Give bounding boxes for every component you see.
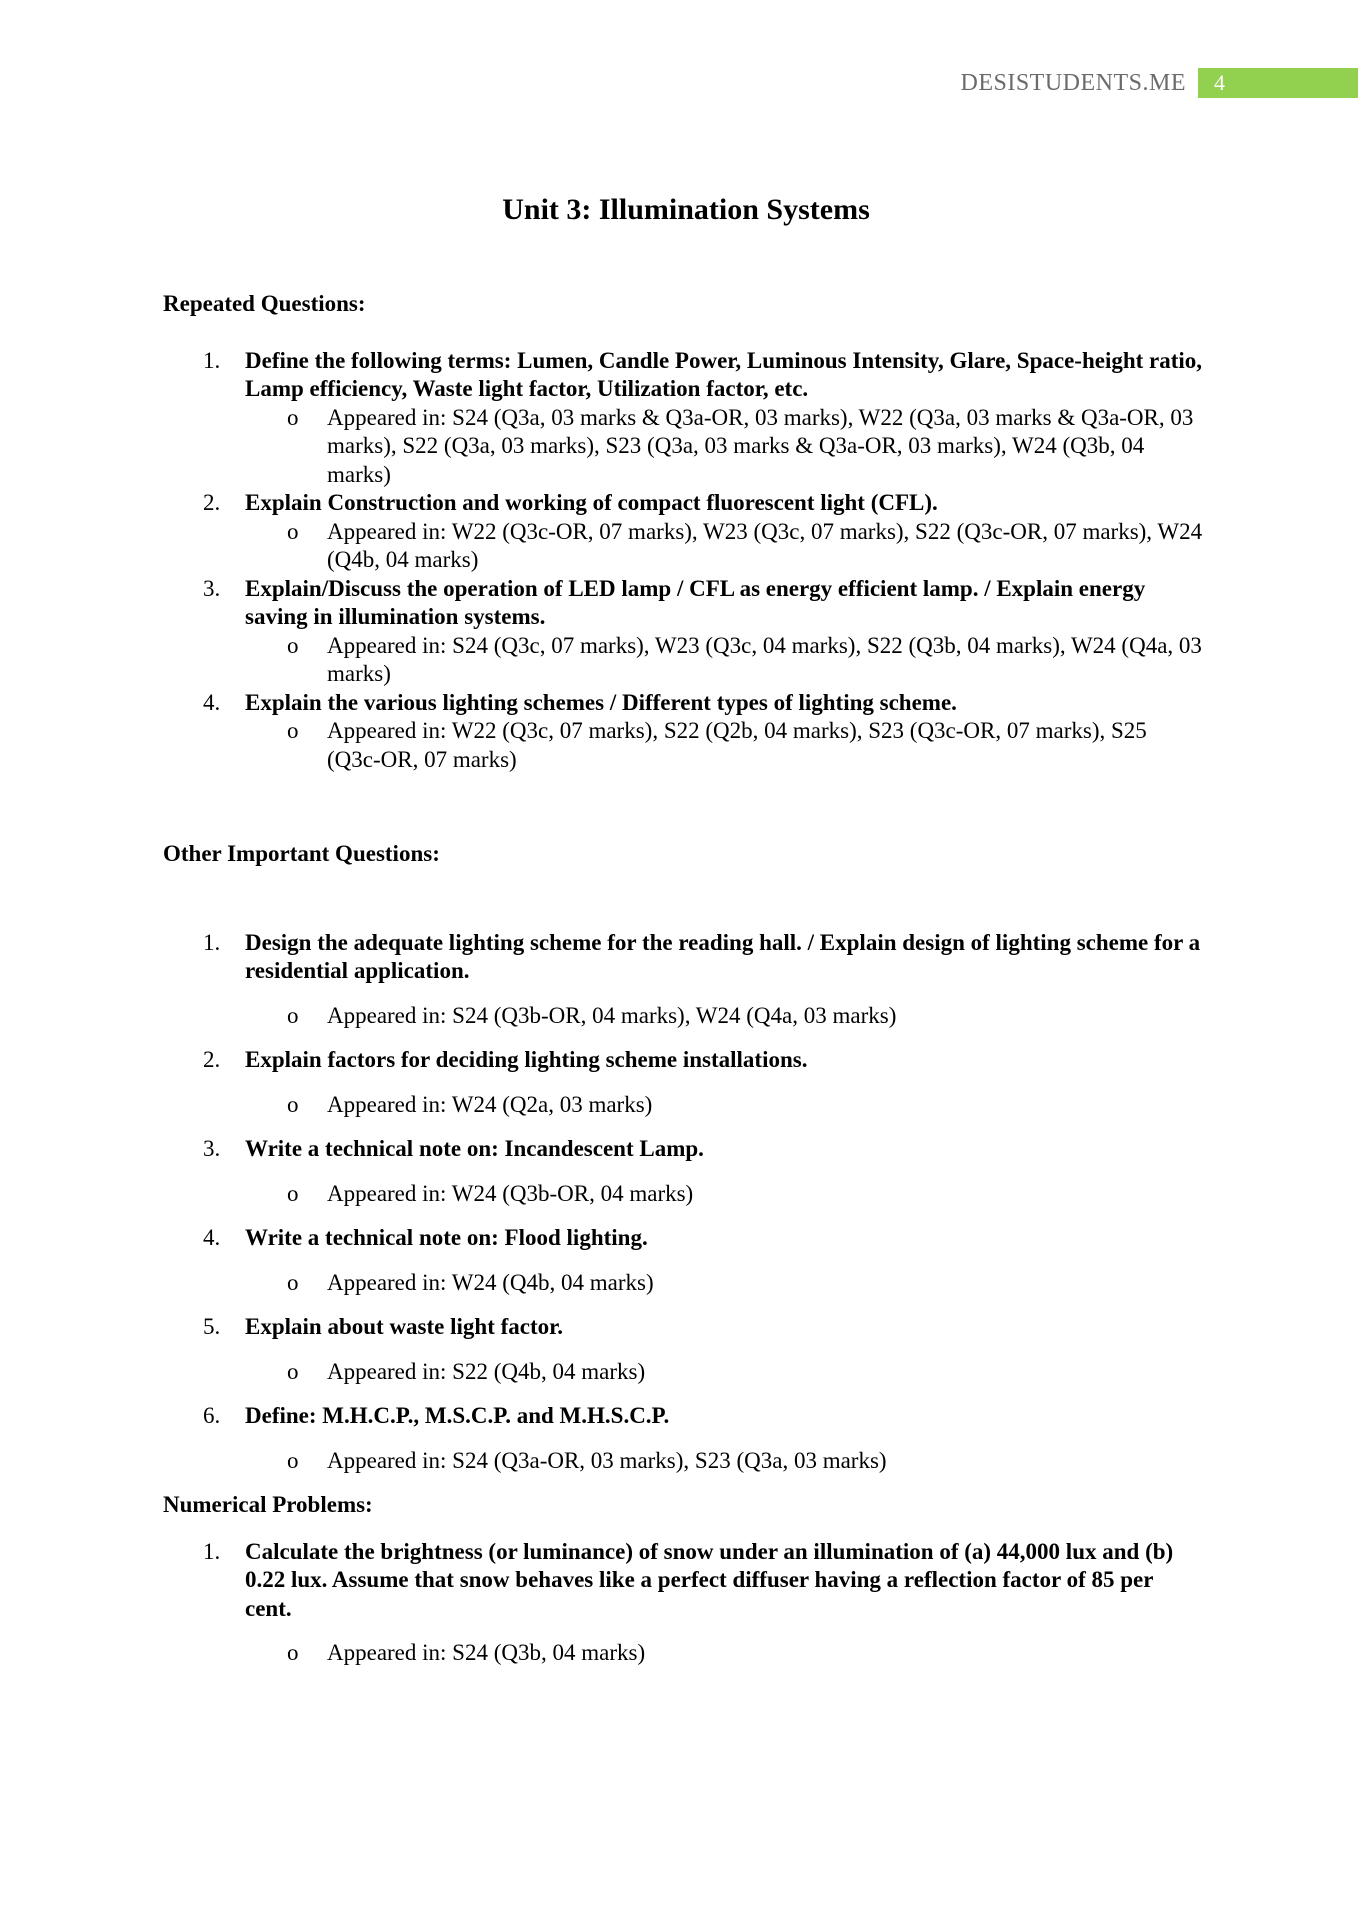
- appeared-item: [245, 1358, 1203, 1387]
- question-number: 3.: [203, 575, 221, 601]
- bullet-icon: o: [287, 518, 299, 544]
- question-number: 1.: [203, 1538, 221, 1564]
- bullet-icon: o: [287, 404, 299, 430]
- question-item: [163, 929, 1203, 1031]
- appeared-item: [245, 404, 1203, 490]
- question-text: Explain factors for deciding lighting scheme installations.: [245, 1047, 808, 1072]
- appeared-item: [245, 1002, 1203, 1031]
- question-item: [163, 347, 1203, 490]
- question-text: Explain/Discuss the operation of LED lamp / CFL as energy efficient lamp. / Explain energy saving in illumination systems.: [245, 575, 1146, 629]
- appeared-list: [245, 1002, 1203, 1031]
- question-list: [163, 1538, 1203, 1668]
- question-item: [163, 1538, 1203, 1668]
- bullet-icon: o: [287, 1091, 299, 1117]
- bullet-icon: o: [287, 1358, 299, 1384]
- question-item: [163, 575, 1203, 689]
- appeared-list: [245, 632, 1203, 689]
- page-title: Unit 3: Illumination Systems: [502, 193, 870, 226]
- bullet-icon: o: [287, 1002, 299, 1028]
- page-number: 4: [1198, 68, 1358, 98]
- question-item: [163, 1135, 1203, 1208]
- question-text: Explain about waste light factor.: [245, 1314, 563, 1339]
- appeared-list: [245, 1269, 1203, 1298]
- document-body: [163, 290, 1203, 1684]
- appeared-list: [245, 518, 1203, 575]
- bullet-icon: o: [287, 1447, 299, 1473]
- appeared-text: Appeared in: S22 (Q4b, 04 marks): [327, 1358, 646, 1384]
- appeared-text: Appeared in: W24 (Q2a, 03 marks): [327, 1091, 653, 1117]
- appeared-text: Appeared in: S24 (Q3a-OR, 03 marks), S23 (Q3a, 03 marks): [327, 1447, 887, 1473]
- bullet-icon: o: [287, 1640, 299, 1665]
- question-number: 1.: [203, 929, 221, 955]
- question-text: Explain the various lighting schemes / Different types of lighting scheme.: [245, 689, 957, 715]
- appeared-item: [245, 1639, 1203, 1668]
- question-text: Explain Construction and working of compact fluorescent light (CFL).: [245, 490, 938, 515]
- page-header: [960, 68, 1358, 98]
- question-text: Write a technical note on: Incandescent Lamp.: [245, 1136, 704, 1161]
- appeared-text: Appeared in: W24 (Q3b-OR, 04 marks): [327, 1180, 694, 1206]
- appeared-list: [245, 404, 1203, 490]
- question-item: [163, 689, 1203, 775]
- appeared-item: [245, 717, 1203, 774]
- question-item: [163, 1313, 1203, 1386]
- question-number: 2.: [203, 490, 221, 515]
- appeared-text: Appeared in: W22 (Q3c-OR, 07 marks), W23 (Q3c, 07 marks), S22 (Q3c-OR, 07 marks), W24 (Q4b, 04 marks): [327, 518, 1203, 572]
- question-number: 5.: [203, 1314, 221, 1339]
- question-text: Write a technical note on: Flood lighting.: [245, 1225, 648, 1250]
- question-item: [163, 1224, 1203, 1297]
- appeared-item: [245, 1091, 1203, 1120]
- site-name: DESISTUDENTS.ME: [960, 69, 1186, 96]
- appeared-text: Appeared in: S24 (Q3b, 04 marks): [327, 1640, 646, 1665]
- question-text: Define the following terms: Lumen, Candle Power, Luminous Intensity, Glare, Space-height ratio, Lamp efficiency, Waste light factor, Utilization factor, etc.: [245, 347, 1203, 401]
- other-questions-section: [163, 840, 1203, 1475]
- appeared-text: Appeared in: S24 (Q3b-OR, 04 marks), W24 (Q4a, 03 marks): [327, 1002, 897, 1028]
- question-text: Define: M.H.C.P., M.S.C.P. and M.H.S.C.P.: [245, 1403, 670, 1428]
- appeared-item: [245, 1447, 1203, 1476]
- appeared-list: [245, 1639, 1203, 1668]
- appeared-list: [245, 1447, 1203, 1476]
- bullet-icon: o: [287, 1269, 299, 1295]
- section-heading: Numerical Problems:: [163, 1492, 373, 1517]
- section-heading: Other Important Questions:: [163, 841, 440, 866]
- question-text: Design the adequate lighting scheme for the reading hall. / Explain design of lighting scheme for a residential application.: [245, 929, 1201, 983]
- appeared-list: [245, 1180, 1203, 1209]
- question-item: [163, 489, 1203, 575]
- appeared-text: Appeared in: W22 (Q3c, 07 marks), S22 (Q2b, 04 marks), S23 (Q3c-OR, 07 marks), S25 (Q3c-OR, 07 marks): [327, 718, 1147, 772]
- repeated-questions-section: [163, 290, 1203, 774]
- question-list: [163, 347, 1203, 775]
- question-item: [163, 1046, 1203, 1119]
- question-number: 6.: [203, 1403, 221, 1428]
- appeared-text: Appeared in: S24 (Q3c, 07 marks), W23 (Q3c, 04 marks), S22 (Q3b, 04 marks), W24 (Q4a, 03 marks): [327, 632, 1202, 686]
- appeared-item: [245, 1180, 1203, 1209]
- numerical-problems-section: [163, 1491, 1203, 1668]
- question-number: 1.: [203, 347, 221, 373]
- bullet-icon: o: [287, 718, 299, 743]
- bullet-icon: o: [287, 1180, 299, 1206]
- appeared-list: [245, 1091, 1203, 1120]
- question-number: 4.: [203, 1225, 221, 1250]
- question-list: [163, 929, 1203, 1476]
- question-number: 4.: [203, 689, 221, 715]
- appeared-item: [245, 518, 1203, 575]
- appeared-list: [245, 717, 1203, 774]
- appeared-text: Appeared in: S24 (Q3a, 03 marks & Q3a-OR, 03 marks), W22 (Q3a, 03 marks & Q3a-OR, 03 marks), S22 (Q3a, 03 marks), S23 (Q3a, 03 marks & Q3a-OR, 03 marks), W24 (Q3b, 04 marks): [327, 404, 1194, 487]
- question-text: Calculate the brightness (or luminance) of snow under an illumination of (a) 44,000 lux and (b) 0.22 lux. Assume that snow behaves like a perfect diffuser having a reflection factor of 85 per cent.: [245, 1538, 1174, 1621]
- appeared-text: Appeared in: W24 (Q4b, 04 marks): [327, 1269, 654, 1295]
- bullet-icon: o: [287, 632, 299, 658]
- question-item: [163, 1402, 1203, 1475]
- question-number: 3.: [203, 1136, 221, 1161]
- section-heading: Repeated Questions:: [163, 291, 366, 316]
- appeared-item: [245, 1269, 1203, 1298]
- question-number: 2.: [203, 1047, 221, 1072]
- appeared-item: [245, 632, 1203, 689]
- appeared-list: [245, 1358, 1203, 1387]
